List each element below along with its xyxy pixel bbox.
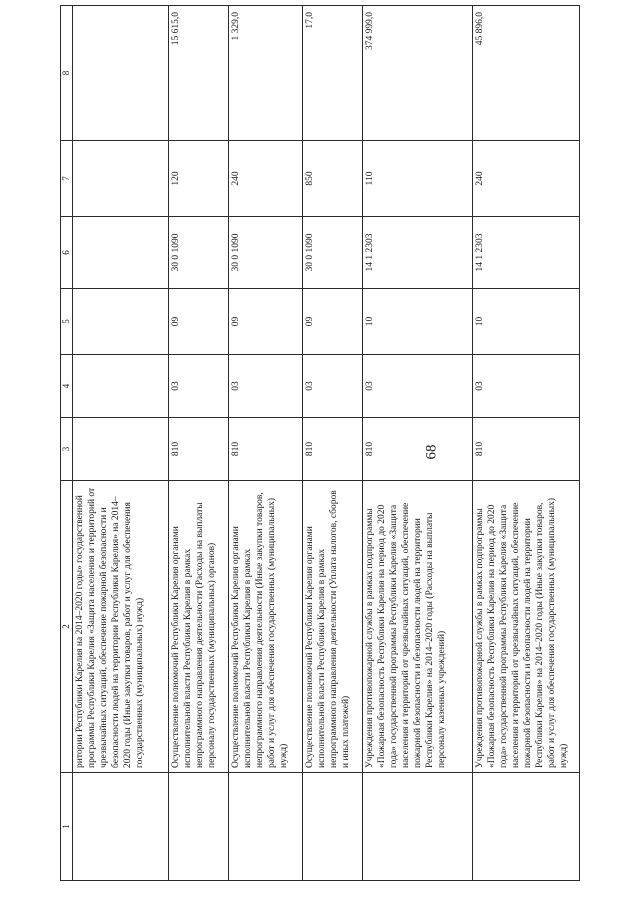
- row-index-cell: [303, 773, 363, 881]
- row-description: Осуществление полномочий Республики Карелия органами исполнительной власти Республики Карелия в рамках непрограммного направления деятельности (Уплата налогов, сборов и иных платежей): [303, 481, 363, 773]
- cell-expense-type: 850: [303, 141, 363, 217]
- cell-amount: 374 999,0: [363, 6, 473, 141]
- cell-subsection: 09: [303, 289, 363, 355]
- cell-section: 03: [473, 355, 580, 418]
- row-description: Учреждения противопожарной службы в рамках подпрограммы «Пожарная безопасность Республики Карелия на период до 2020 года» государственной программы Республики Карелия «Защита населения и территорий от чрезвычайных ситуаций, обеспечение пожарной безопасности и безопасности людей на территории Республики Карелия» на 2014–2020 годы (Иные закупки товаров, работ и услуг для обеспечения государственных (муниципальных) нужд): [473, 481, 580, 773]
- row-description: ритории Республики Карелия на 2014–2020 годы» государственной программы Республики Карелия «Защита населения и территорий от чрезвычайных ситуаций, обеспечение пожарной безопасности и безопасности людей на территории Республики Карелия» на 2014–2020 годы (Иные закупки товаров, работ и услуг для обеспечения государственных (муниципальных) нужд): [73, 481, 169, 773]
- table-row: [169, 6, 229, 881]
- cell-amount: [73, 6, 169, 141]
- cell-target-item: 30 0 1090: [303, 217, 363, 289]
- cell-amount: 1 329,0: [229, 6, 303, 141]
- budget-table: [60, 5, 580, 881]
- cell-amount: 45 896,0: [473, 6, 580, 141]
- cell-target-item: 14 1 2303: [473, 217, 580, 289]
- cell-ministry-code: 810: [473, 418, 580, 481]
- row-description: Учреждения противопожарной службы в рамках подпрограммы «Пожарная безопасность Республики Карелия на период до 2020 года» государственной программы Республики Карелия «Защита населения и территорий от чрезвычайных ситуаций, обеспечение пожарной безопасности и безопасности людей на территории Республики Карелия» на 2014–2020 годы (Расходы на выплаты персоналу казенных учреждений): [363, 481, 473, 773]
- cell-target-item: [73, 217, 169, 289]
- column-number-row: [61, 6, 73, 881]
- table-row: [303, 6, 363, 881]
- cell-expense-type: 240: [473, 141, 580, 217]
- cell-subsection: 10: [363, 289, 473, 355]
- col-number-2: 2: [61, 481, 73, 773]
- cell-amount: 17,0: [303, 6, 363, 141]
- cell-expense-type: 240: [229, 141, 303, 217]
- col-number-4: 4: [61, 355, 73, 418]
- row-index-cell: [229, 773, 303, 881]
- row-index-cell: [73, 773, 169, 881]
- cell-subsection: [73, 289, 169, 355]
- cell-target-item: 14 1 2303: [363, 217, 473, 289]
- table-row: [73, 6, 169, 881]
- cell-subsection: 09: [169, 289, 229, 355]
- row-index-cell: [473, 773, 580, 881]
- page-number: 68: [423, 444, 440, 460]
- col-number-8: 8: [61, 6, 73, 141]
- cell-amount: 15 615,0: [169, 6, 229, 141]
- cell-expense-type: 110: [363, 141, 473, 217]
- cell-section: 03: [303, 355, 363, 418]
- row-index-cell: [363, 773, 473, 881]
- row-description: Осуществление полномочий Республики Карелия органами исполнительной власти Республики Карелия в рамках непрограммного направления деятельности (Иные закупки товаров, работ и услуг для обеспечения государственных (муниципальных) нужд): [229, 481, 303, 773]
- table-row: [229, 6, 303, 881]
- cell-ministry-code: [73, 418, 169, 481]
- cell-section: 03: [169, 355, 229, 418]
- cell-ministry-code: 810: [363, 418, 473, 481]
- cell-ministry-code: 810: [169, 418, 229, 481]
- cell-ministry-code: 810: [303, 418, 363, 481]
- col-number-7: 7: [61, 141, 73, 217]
- cell-subsection: 09: [229, 289, 303, 355]
- row-description: Осуществление полномочий Республики Карелия органами исполнительной власти Республики Карелия в рамках непрограммного направления деятельности (Расходы на выплаты персоналу государственных (муниципальных) органов): [169, 481, 229, 773]
- col-number-5: 5: [61, 289, 73, 355]
- cell-section: [73, 355, 169, 418]
- table-row: [363, 6, 473, 881]
- row-index-cell: [169, 773, 229, 881]
- table-row: [473, 6, 580, 881]
- cell-subsection: 10: [473, 289, 580, 355]
- cell-section: 03: [229, 355, 303, 418]
- cell-target-item: 30 0 1090: [169, 217, 229, 289]
- col-number-6: 6: [61, 217, 73, 289]
- cell-expense-type: 120: [169, 141, 229, 217]
- cell-ministry-code: 810: [229, 418, 303, 481]
- col-number-1: 1: [61, 773, 73, 881]
- col-number-3: 3: [61, 418, 73, 481]
- cell-target-item: 30 0 1090: [229, 217, 303, 289]
- budget-table-wrapper: [60, 6, 580, 881]
- cell-section: 03: [363, 355, 473, 418]
- cell-expense-type: [73, 141, 169, 217]
